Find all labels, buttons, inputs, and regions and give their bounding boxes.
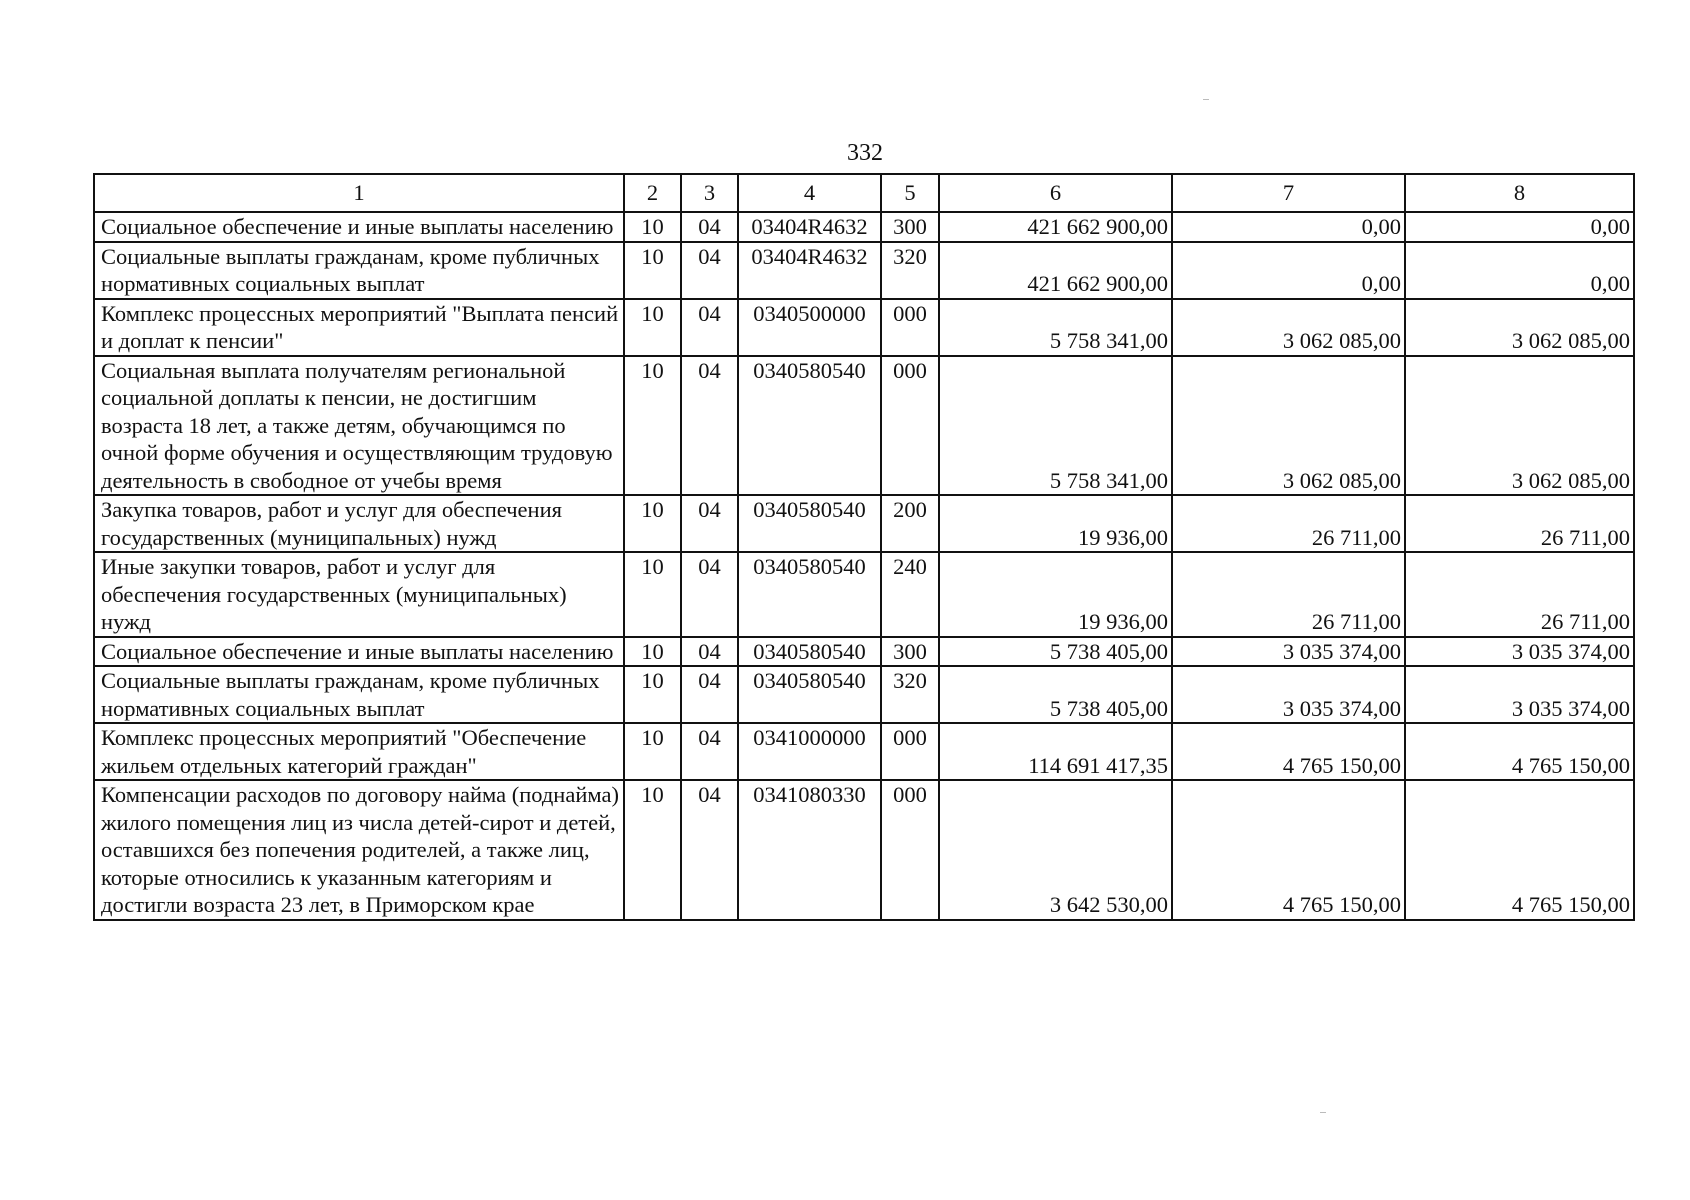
- subsection-code: 04: [681, 666, 738, 723]
- section-code: 10: [624, 666, 681, 723]
- expense-kind-code: 300: [881, 637, 939, 667]
- target-article-code: 0340580540: [738, 637, 881, 667]
- amount-col-8: 4 765 150,00: [1405, 780, 1634, 920]
- table-row: [94, 495, 1634, 552]
- amount-col-7: 3 035 374,00: [1172, 666, 1405, 723]
- target-article-code: 0340580540: [738, 356, 881, 496]
- row-name: Комплекс процессных мероприятий "Обеспечение жильем отдельных категорий граждан": [94, 723, 624, 780]
- amount-col-7: 26 711,00: [1172, 552, 1405, 637]
- row-name: Социальное обеспечение и иные выплаты населению: [94, 637, 624, 667]
- row-name: Компенсации расходов по договору найма (поднайма) жилого помещения лиц из числа детей-сирот и детей, оставшихся без попечения родителей, а также лиц, которые относились к указанным категориям и достигли возраста 23 лет, в Приморском крае: [94, 780, 624, 920]
- column-header: 8: [1405, 174, 1634, 212]
- amount-col-7: 26 711,00: [1172, 495, 1405, 552]
- amount-col-8: 0,00: [1405, 212, 1634, 242]
- section-code: 10: [624, 212, 681, 242]
- amount-col-6: 5 738 405,00: [939, 666, 1172, 723]
- amount-col-6: 5 738 405,00: [939, 637, 1172, 667]
- section-code: 10: [624, 780, 681, 920]
- subsection-code: 04: [681, 637, 738, 667]
- column-header: 5: [881, 174, 939, 212]
- table-row: [94, 637, 1634, 667]
- header-row: [94, 174, 1634, 212]
- row-name: Закупка товаров, работ и услуг для обеспечения государственных (муниципальных) нужд: [94, 495, 624, 552]
- column-header: 6: [939, 174, 1172, 212]
- expense-kind-code: 300: [881, 212, 939, 242]
- amount-col-8: 4 765 150,00: [1405, 723, 1634, 780]
- amount-col-6: 5 758 341,00: [939, 299, 1172, 356]
- amount-col-7: 3 062 085,00: [1172, 356, 1405, 496]
- table-row: [94, 212, 1634, 242]
- column-header: 7: [1172, 174, 1405, 212]
- amount-col-8: 3 062 085,00: [1405, 299, 1634, 356]
- amount-col-8: 3 035 374,00: [1405, 666, 1634, 723]
- row-name: Социальные выплаты гражданам, кроме публичных нормативных социальных выплат: [94, 666, 624, 723]
- amount-col-6: 421 662 900,00: [939, 242, 1172, 299]
- table-row: [94, 242, 1634, 299]
- table-row: [94, 552, 1634, 637]
- amount-col-8: 26 711,00: [1405, 552, 1634, 637]
- row-name: Социальная выплата получателям региональной социальной доплаты к пенсии, не достигшим возраста 18 лет, а также детям, обучающимся по очной форме обучения и осуществляющим трудовую деятельность в свободное от учебы время: [94, 356, 624, 496]
- column-header: 4: [738, 174, 881, 212]
- target-article-code: 0340500000: [738, 299, 881, 356]
- target-article-code: 0340580540: [738, 666, 881, 723]
- table-row: [94, 666, 1634, 723]
- table-row: [94, 723, 1634, 780]
- expense-kind-code: 000: [881, 356, 939, 496]
- expense-kind-code: 000: [881, 780, 939, 920]
- expense-kind-code: 320: [881, 666, 939, 723]
- expense-kind-code: 200: [881, 495, 939, 552]
- subsection-code: 04: [681, 495, 738, 552]
- scan-speck: [1320, 1112, 1326, 1113]
- target-article-code: 0340580540: [738, 552, 881, 637]
- row-name: Социальные выплаты гражданам, кроме публичных нормативных социальных выплат: [94, 242, 624, 299]
- scan-speck: [1203, 99, 1209, 100]
- subsection-code: 04: [681, 552, 738, 637]
- subsection-code: 04: [681, 723, 738, 780]
- column-header: 1: [94, 174, 624, 212]
- amount-col-8: 3 035 374,00: [1405, 637, 1634, 667]
- amount-col-7: 4 765 150,00: [1172, 780, 1405, 920]
- table-row: [94, 356, 1634, 496]
- amount-col-7: 3 062 085,00: [1172, 299, 1405, 356]
- amount-col-6: 114 691 417,35: [939, 723, 1172, 780]
- section-code: 10: [624, 242, 681, 299]
- target-article-code: 03404R4632: [738, 242, 881, 299]
- section-code: 10: [624, 356, 681, 496]
- subsection-code: 04: [681, 299, 738, 356]
- amount-col-7: 4 765 150,00: [1172, 723, 1405, 780]
- amount-col-7: 0,00: [1172, 212, 1405, 242]
- amount-col-6: 5 758 341,00: [939, 356, 1172, 496]
- table-row: [94, 299, 1634, 356]
- amount-col-8: 0,00: [1405, 242, 1634, 299]
- subsection-code: 04: [681, 780, 738, 920]
- expense-kind-code: 000: [881, 723, 939, 780]
- column-header: 3: [681, 174, 738, 212]
- amount-col-7: 0,00: [1172, 242, 1405, 299]
- subsection-code: 04: [681, 242, 738, 299]
- section-code: 10: [624, 299, 681, 356]
- budget-table: [93, 173, 1635, 921]
- expense-kind-code: 000: [881, 299, 939, 356]
- target-article-code: 0340580540: [738, 495, 881, 552]
- expense-kind-code: 240: [881, 552, 939, 637]
- table-row: [94, 780, 1634, 920]
- subsection-code: 04: [681, 212, 738, 242]
- amount-col-6: 19 936,00: [939, 552, 1172, 637]
- section-code: 10: [624, 552, 681, 637]
- target-article-code: 0341000000: [738, 723, 881, 780]
- expense-kind-code: 320: [881, 242, 939, 299]
- row-name: Иные закупки товаров, работ и услуг для обеспечения государственных (муниципальных) нужд: [94, 552, 624, 637]
- column-header: 2: [624, 174, 681, 212]
- amount-col-6: 421 662 900,00: [939, 212, 1172, 242]
- row-name: Социальное обеспечение и иные выплаты населению: [94, 212, 624, 242]
- section-code: 10: [624, 723, 681, 780]
- amount-col-6: 3 642 530,00: [939, 780, 1172, 920]
- amount-col-7: 3 035 374,00: [1172, 637, 1405, 667]
- subsection-code: 04: [681, 356, 738, 496]
- target-article-code: 0341080330: [738, 780, 881, 920]
- target-article-code: 03404R4632: [738, 212, 881, 242]
- row-name: Комплекс процессных мероприятий "Выплата пенсий и доплат к пенсии": [94, 299, 624, 356]
- amount-col-8: 26 711,00: [1405, 495, 1634, 552]
- section-code: 10: [624, 637, 681, 667]
- section-code: 10: [624, 495, 681, 552]
- page-number: 332: [847, 140, 883, 166]
- amount-col-6: 19 936,00: [939, 495, 1172, 552]
- amount-col-8: 3 062 085,00: [1405, 356, 1634, 496]
